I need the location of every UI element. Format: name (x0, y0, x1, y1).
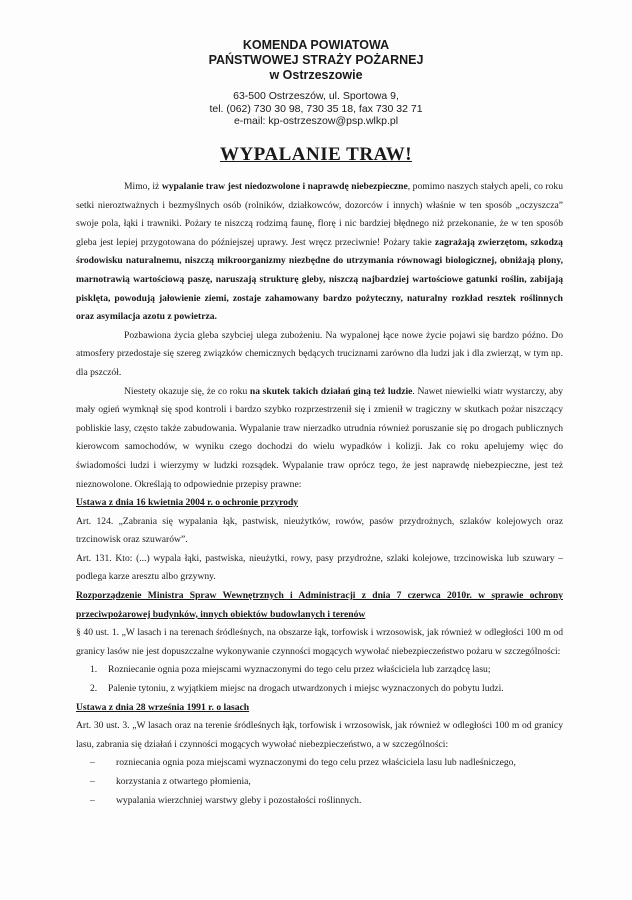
para3-text-b: . Nawet niewielki wiatr wystarczy, aby mały ogień wymknął się spod kontroli i bardzo szybko rozprzestrzenił się i zmienił w tragiczny w skutkach pożar niszczący pobliskie lasy, często także zabudowania. Wypalanie traw nierzadko utrudnia również poruszanie się po drogach publicznych kierowcom samochodów, w wyniku czego dochodzi do wielu wypadków i kolizji. Jak co roku apelujemy więc do świadomości ludzi i wierzymy w ludzki rozsądek. Wypalanie traw oprócz tego, że jest naprawdę niebezpieczne, jest też nieznowolone. Określają to odpowiednie przepisy prawne: (76, 385, 563, 490)
address-street: 63-500 Ostrzeszów, ul. Sportowa 9, (233, 90, 399, 102)
paragraph-2: Pozbawiona życia gleba szybciej ulega zubożeniu. Na wypalonej łące nowe życie pojawi się bardzo późno. Do atmosfery przedostaje się szereg związków chemicznych będących truciznami zarówno dla ludzi jak i dla zwierząt, w tym np. dla pszczół. (76, 329, 563, 378)
para1-text-b: , pomimo naszych stałych apeli, co roku setki nieroztważnych i bezmyślnych osób (rolników, działkowców, dozorców i innych) właśnie w ten sposób „oczyszcza” swoje pola, łąki i trawniki. Pożary te niszczą rodzimą faunę, florę i nic bardziej błędnego niż przekonanie, że w ten sposób gleba jest lepiej przygotowana do późniejszej uprawy. Jest wręcz przeciwnie! Pożary takie (76, 181, 564, 248)
law2-intro: § 40 ust. 1. „W lasach i na terenach śródleśnych, na obszarze łąk, torfowisk i wrzosowisk, jak również w odległości 100 m od granicy lasów nie jest dopuszczalne wykonywanie czynności mogących wywołać niebezpieczeństwo pożaru w szczególności: (76, 627, 563, 657)
header-line-3: w Ostrzeszowie (269, 68, 363, 82)
list-text: Rozniecanie ognia poza miejscami wyznaczonymi do tego celu przez właściciela lub zarządcę lasu; (108, 664, 491, 676)
law1-heading: Ustawa z dnia 16 kwietnia 2004 r. o ochronie przyrody (76, 497, 299, 509)
paragraph-3 (76, 383, 563, 495)
list-text: korzystania z otwartego płomienia, (116, 776, 251, 787)
list-item (76, 792, 563, 811)
list-number: 2. (90, 683, 98, 695)
law1-art131: Art. 131. Kto: (...) wypala łąki, pastwiska, nieużytki, rowy, pasy przydrożne, szlaki kolejowe, trzcinowiska lub szuwary – podlega karze aresztu albo grzywny. (76, 552, 563, 583)
law1-art124: Art. 124. „Zabrania się wypalania łąk, pastwisk, nieużytków, rowów, pasów przydrożnych, szlaków kolejowych oraz trzcinowisk oraz szuwarów”. (76, 515, 563, 546)
list-text: wypalania wierzchniej warstwy gleby i pozostałości roślinnych. (116, 794, 362, 806)
para3-bold: na skutek takich działań giną też ludzie (249, 385, 413, 397)
list-text: Palenie tytoniu, z wyjątkiem miejsc na drogach utwardzonych i miejsc wyznaczonych do pobytu ludzi. (108, 683, 504, 695)
list-item (76, 661, 563, 680)
list-dash: – (90, 794, 95, 806)
document-title: WYPALANIE TRAW! (219, 144, 413, 165)
address-block (0, 90, 632, 128)
list-item (76, 754, 563, 773)
law2-list (76, 661, 563, 698)
para3-text-a: Niestety okazuje się, że co roku (124, 385, 250, 397)
address-email: e-mail: kp-ostrzeszow@psp.wlkp.pl (233, 115, 399, 127)
para1-bold-a: wypalanie traw jest niedozwolone i naprawdę niebezpieczne (161, 181, 408, 192)
paragraph-1 (76, 178, 563, 327)
list-number: 1. (90, 664, 98, 676)
list-item (76, 680, 563, 699)
letterhead (0, 38, 632, 83)
header-line-1: KOMENDA POWIATOWA (242, 38, 390, 52)
document-body (76, 178, 563, 810)
header-line-2: PAŃSTWOWEJ STRAŻY POŻARNEJ (208, 53, 424, 67)
list-dash: – (90, 757, 95, 769)
law2-heading: Rozporządzenie Ministra Spraw Wewnętrznych i Administracji z dnia 7 czerwca 2010r. w sprawie ochrony przeciwpożarowej budynków, innych obiektów budowlanych i terenów (76, 590, 563, 620)
law3-intro: Art. 30 ust. 3. „W lasach oraz na terenie śródleśnych łąk, torfowisk i wrzosowisk, jak również w odległości 100 m od granicy lasu, zabrania się działań i czynności mogących wywołać niebezpieczeństwo, a w szczególności: (76, 720, 563, 750)
law3-heading: Ustawa z dnia 28 września 1991 r. o lasach (76, 701, 250, 713)
law3-list (76, 754, 563, 810)
para1-text-a: Mimo, iż (124, 181, 162, 192)
address-phone: tel. (062) 730 30 98, 730 35 18, fax 730 32 71 (209, 102, 423, 115)
list-item (76, 773, 563, 792)
para1-bold-b: zagrażają zwierzętom, szkodzą środowisku naturalnemu, niszczą mikroorganizmy niezbędne do utrzymania równowagi biologicznej, obniżają plony, marnotrawią wartościową paszę, naruszają strukturę gleby, niszczą najbardziej wartościowe gatunki roślin, zabijają pisklęta, powodują jałowienie ziemi, zostaje zahamowany bardzo pożyteczny, naturalny rozkład resztek roślinnych oraz asymilacja azotu z powietrza. (76, 236, 563, 323)
list-text: rozniecania ognia poza miejscami wyznaczonymi do tego celu przez właściciela lasu lub nadleśniczego, (116, 757, 516, 769)
list-dash: – (90, 776, 95, 787)
